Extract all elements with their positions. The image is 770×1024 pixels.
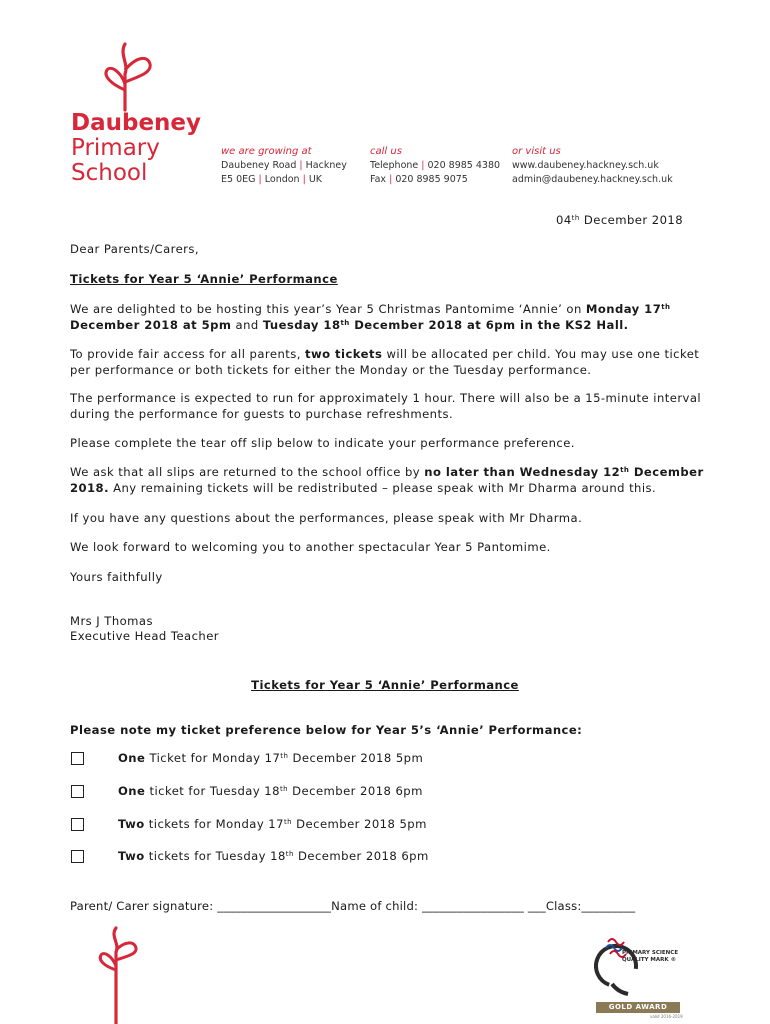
paragraph-3: The performance is expected to run for approximately 1 hour. There will also be a 15-minute interval during the performance for guests to purchase refreshments. <box>70 391 702 421</box>
salutation: Dear Parents/Carers, <box>70 242 200 256</box>
school-name-line2: Primary <box>71 135 160 161</box>
address-caption: we are growing at <box>221 146 312 157</box>
science-quality-mark-badge <box>594 932 686 1022</box>
phone-caption: call us <box>370 146 402 157</box>
address-postcode: E5 0EG <box>221 174 256 185</box>
address-street: Daubeney Road <box>221 160 297 171</box>
website-link[interactable]: www.daubeney.hackney.sch.uk <box>512 160 659 171</box>
option-label-3: Two tickets for Monday 17th December 2018 5pm <box>118 817 427 831</box>
paragraph-7: We look forward to welcoming you to another spectacular Year 5 Pantomime. <box>70 540 551 554</box>
sprig-footer-icon <box>94 926 146 1024</box>
telephone-label: Telephone <box>370 160 419 171</box>
signatory-name: Mrs J Thomas <box>70 614 153 628</box>
option-checkbox-2[interactable] <box>71 785 84 798</box>
slip-title: Tickets for Year 5 ‘Annie’ Performance <box>251 678 519 692</box>
signature-line[interactable]: Parent/ Carer signature: ___________________Name of child: _________________ ___Class:_________ <box>70 899 636 913</box>
badge-validity: valid 2016-2019 <box>650 1014 683 1019</box>
option-checkbox-3[interactable] <box>71 818 84 831</box>
science-quality-mark-icon <box>594 932 686 1002</box>
address-area: Hackney <box>305 160 347 171</box>
gold-award-label: GOLD AWARD <box>596 1002 680 1013</box>
school-name-line1: Daubeney <box>71 110 202 136</box>
letter-date: 04th December 2018 <box>556 213 684 227</box>
option-label-2: One ticket for Tuesday 18th December 2018 6pm <box>118 784 423 798</box>
header-address: we are growing at Daubeney Road | Hackney E5 0EG | London | UK <box>221 146 347 185</box>
email-link[interactable]: admin@daubeney.hackney.sch.uk <box>512 174 673 185</box>
header-phone: call us Telephone | 020 8985 4380 Fax | 020 8985 9075 <box>370 146 501 185</box>
option-checkbox-1[interactable] <box>71 752 84 765</box>
school-name-line3: School <box>71 160 148 186</box>
school-logo-name <box>71 111 201 186</box>
address-country: UK <box>308 174 323 185</box>
paragraph-5: We ask that all slips are returned to the school office by no later than Wednesday 12th December 2018. Any remaining tickets will be redistributed – please speak with Mr Dharma around this. <box>70 465 704 495</box>
badge-text: PRIMARY SCIENCE QUALITY MARK ® <box>622 950 679 963</box>
telephone-number: 020 8985 4380 <box>427 160 501 171</box>
web-caption: or visit us <box>512 146 561 157</box>
signatory-title: Executive Head Teacher <box>70 629 220 643</box>
paragraph-1: We are delighted to be hosting this year’s Year 5 Christmas Pantomime ‘Annie’ on Monday 17th December 2018 at 5pm and Tuesday 18th December 2018 at 6pm in the KS2 Hall. <box>70 302 671 332</box>
sprig-logo-icon <box>95 40 165 112</box>
letter-subject: Tickets for Year 5 ‘Annie’ Performance <box>70 272 338 286</box>
paragraph-2: To provide fair access for all parents, two tickets will be allocated per child. You may use one ticket per performance or both tickets for either the Monday or the Tuesday performance. <box>70 347 700 377</box>
closing: Yours faithfully <box>70 570 163 584</box>
fax-label: Fax <box>370 174 387 185</box>
slip-instruction: Please note my ticket preference below for Year 5’s ‘Annie’ Performance: <box>70 723 583 737</box>
option-checkbox-4[interactable] <box>71 850 84 863</box>
fax-number: 020 8985 9075 <box>395 174 468 185</box>
paragraph-4: Please complete the tear off slip below to indicate your performance preference. <box>70 436 575 450</box>
paragraph-6: If you have any questions about the performances, please speak with Mr Dharma. <box>70 511 583 525</box>
option-label-1: One Ticket for Monday 17th December 2018 5pm <box>118 751 424 765</box>
header-web <box>512 145 673 187</box>
option-label-4: Two tickets for Tuesday 18th December 2018 6pm <box>118 849 429 863</box>
address-city: London <box>264 174 300 185</box>
